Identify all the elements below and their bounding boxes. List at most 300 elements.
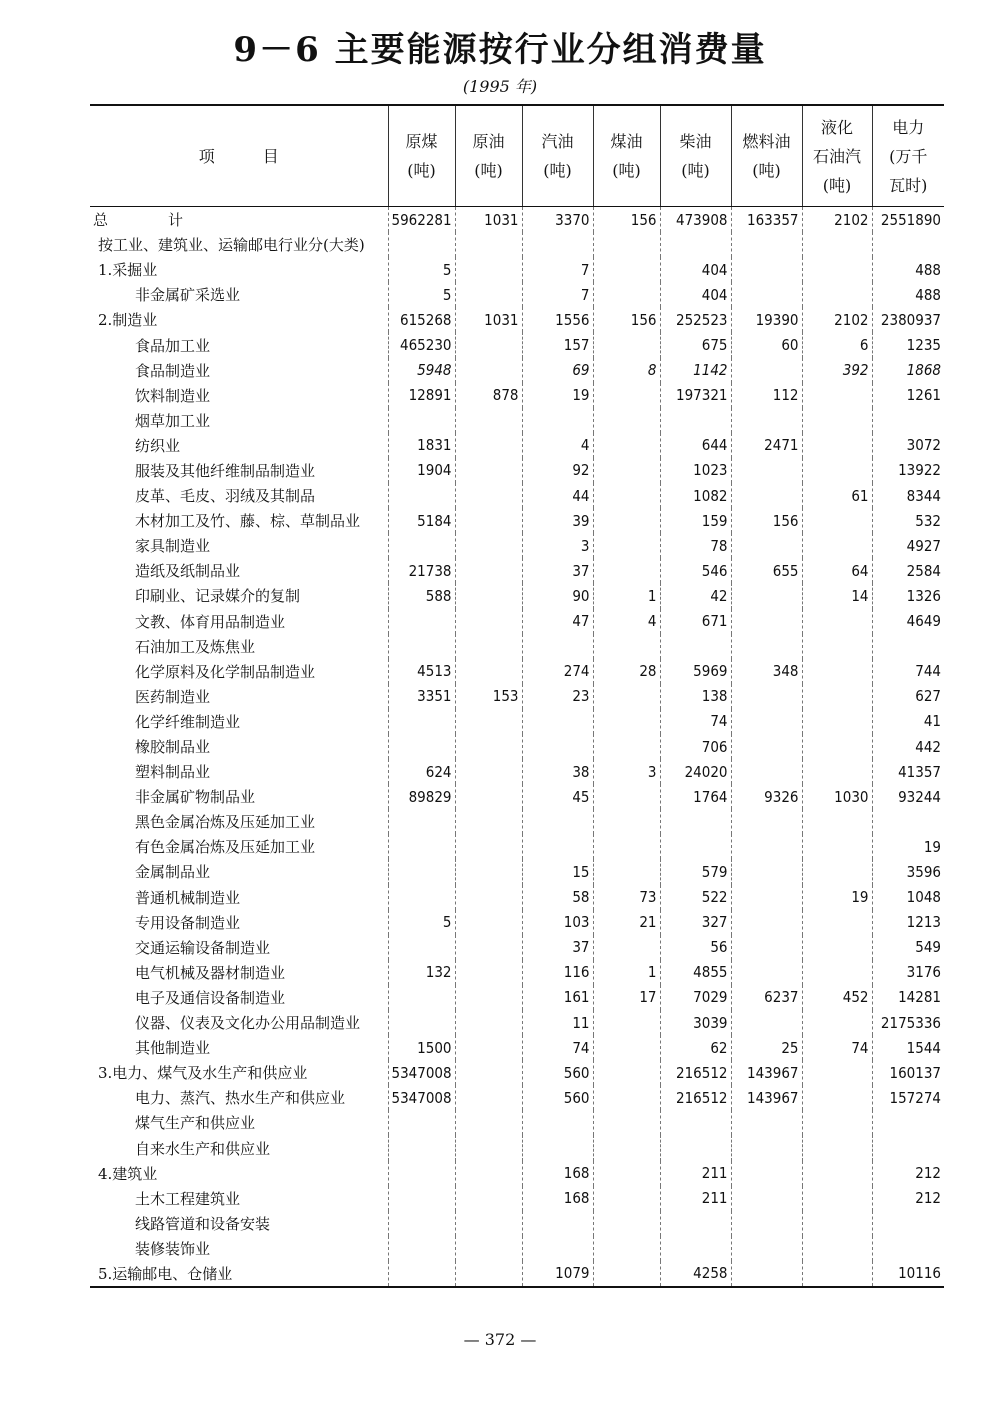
cell-value	[522, 1135, 593, 1160]
cell-value	[660, 232, 731, 257]
cell-value: 4649	[872, 609, 944, 634]
cell-value	[802, 634, 872, 659]
column-header-item-char: 目	[262, 146, 279, 166]
cell-value: 744	[872, 659, 944, 684]
table-row	[90, 734, 944, 759]
cell-value: 1082	[660, 483, 731, 508]
cell-value: 9326	[731, 784, 802, 809]
cell-value	[660, 634, 731, 659]
cell-value	[731, 709, 802, 734]
cell-value: 327	[660, 910, 731, 935]
cell-value: 1261	[872, 383, 944, 408]
cell-value: 7	[522, 282, 593, 307]
column-header-name: (万千	[889, 146, 928, 166]
column-header-unit: (吨)	[474, 161, 503, 180]
cell-value	[731, 809, 802, 834]
row-label: 非金属矿采选业	[135, 286, 241, 305]
cell-value: 4258	[660, 1261, 731, 1287]
cell-value: 532	[872, 508, 944, 533]
cell-value: 4855	[660, 960, 731, 985]
cell-value: 89829	[388, 784, 455, 809]
cell-value	[455, 759, 522, 784]
cell-value	[455, 784, 522, 809]
cell-value	[455, 508, 522, 533]
table-row	[90, 935, 944, 960]
cell-value	[802, 408, 872, 433]
cell-value: 156	[593, 207, 660, 233]
table-row	[90, 834, 944, 859]
cell-value	[731, 609, 802, 634]
cell-value: 41	[872, 709, 944, 734]
cell-value: 1	[593, 583, 660, 608]
cell-value: 706	[660, 734, 731, 759]
cell-value: 112	[731, 383, 802, 408]
cell-value	[388, 408, 455, 433]
cell-value	[872, 1135, 944, 1160]
cell-value: 56	[660, 935, 731, 960]
cell-value: 2102	[802, 207, 872, 233]
cell-value	[593, 408, 660, 433]
table-row	[90, 207, 944, 233]
table-row	[90, 1161, 944, 1186]
cell-value	[522, 734, 593, 759]
cell-value	[802, 734, 872, 759]
cell-value	[731, 1186, 802, 1211]
cell-value	[593, 834, 660, 859]
cell-value: 644	[660, 433, 731, 458]
cell-value: 153	[455, 684, 522, 709]
table-row	[90, 859, 944, 884]
cell-value: 1500	[388, 1035, 455, 1060]
table-row	[90, 659, 944, 684]
cell-value	[593, 257, 660, 282]
cell-value: 3596	[872, 859, 944, 884]
row-label: 1.采掘业	[98, 261, 158, 280]
column-header-fuel	[455, 105, 522, 207]
row-label: 塑料制品业	[135, 763, 211, 782]
cell-value: 3351	[388, 684, 455, 709]
cell-value: 168	[522, 1161, 593, 1186]
cell-value	[455, 583, 522, 608]
cell-value	[388, 609, 455, 634]
cell-value: 197321	[660, 383, 731, 408]
cell-value: 64	[802, 558, 872, 583]
table-row	[90, 558, 944, 583]
table-row	[90, 458, 944, 483]
cell-value: 4927	[872, 533, 944, 558]
row-label: 交通运输设备制造业	[135, 938, 271, 957]
cell-value	[455, 358, 522, 383]
row-label: 医药制造业	[135, 687, 211, 706]
table-row	[90, 1261, 944, 1287]
cell-value: 19	[872, 834, 944, 859]
table-row	[90, 1186, 944, 1211]
cell-value: 93244	[872, 784, 944, 809]
cell-value	[388, 985, 455, 1010]
cell-value	[455, 483, 522, 508]
cell-value: 5347008	[388, 1060, 455, 1085]
cell-value	[455, 1035, 522, 1060]
cell-value	[455, 1110, 522, 1135]
energy-consumption-table	[90, 104, 944, 1288]
cell-value: 19	[802, 885, 872, 910]
cell-value	[455, 809, 522, 834]
cell-value	[802, 433, 872, 458]
table-row	[90, 1085, 944, 1110]
cell-value	[731, 1236, 802, 1261]
cell-value	[522, 1236, 593, 1261]
cell-value: 17	[593, 985, 660, 1010]
cell-value	[731, 935, 802, 960]
row-label: 2.制造业	[98, 311, 158, 330]
row-label: 装修装饰业	[135, 1239, 211, 1258]
cell-value: 274	[522, 659, 593, 684]
cell-value: 23	[522, 684, 593, 709]
cell-value: 69	[522, 358, 593, 383]
cell-value: 5948	[388, 358, 455, 383]
cell-value: 588	[388, 583, 455, 608]
cell-value: 7	[522, 257, 593, 282]
page-number: — 372 —	[463, 1330, 537, 1349]
row-label: 3.电力、煤气及水生产和供应业	[98, 1064, 308, 1083]
column-header-name: 汽油	[541, 132, 574, 151]
cell-value: 211	[660, 1161, 731, 1186]
row-label: 煤气生产和供应业	[135, 1114, 256, 1133]
cell-value	[455, 1186, 522, 1211]
cell-value: 579	[660, 859, 731, 884]
cell-value: 6	[802, 332, 872, 357]
cell-value	[455, 1236, 522, 1261]
row-label: 食品加工业	[135, 336, 211, 355]
cell-value: 1235	[872, 332, 944, 357]
cell-value: 1	[593, 960, 660, 985]
cell-value	[660, 408, 731, 433]
cell-value	[802, 609, 872, 634]
cell-value: 1868	[872, 358, 944, 383]
cell-value	[455, 1161, 522, 1186]
column-header-fuel	[522, 105, 593, 207]
cell-value: 11	[522, 1010, 593, 1035]
cell-value	[522, 709, 593, 734]
cell-value: 1326	[872, 583, 944, 608]
cell-value: 1904	[388, 458, 455, 483]
cell-value	[802, 659, 872, 684]
cell-value	[593, 533, 660, 558]
table-row	[90, 257, 944, 282]
table-row	[90, 885, 944, 910]
row-label: 5.运输邮电、仓储业	[90, 1261, 388, 1287]
cell-value: 878	[455, 383, 522, 408]
cell-value: 44	[522, 483, 593, 508]
column-header-fuel	[593, 105, 660, 207]
table-row	[90, 533, 944, 558]
row-label: 化学纤维制造业	[135, 712, 241, 731]
cell-value: 74	[660, 709, 731, 734]
cell-value	[593, 232, 660, 257]
cell-value	[455, 332, 522, 357]
cell-value: 5	[388, 282, 455, 307]
cell-value	[731, 483, 802, 508]
cell-value: 14	[802, 583, 872, 608]
cell-value	[731, 1110, 802, 1135]
cell-value: 116	[522, 960, 593, 985]
cell-value: 74	[802, 1035, 872, 1060]
cell-value: 45	[522, 784, 593, 809]
cell-value	[388, 935, 455, 960]
cell-value	[872, 1110, 944, 1135]
cell-value: 8344	[872, 483, 944, 508]
cell-value: 5962281	[388, 207, 455, 233]
cell-value	[593, 1110, 660, 1135]
row-label: 4.建筑业	[98, 1164, 158, 1183]
cell-value: 3	[522, 533, 593, 558]
cell-value	[388, 1186, 455, 1211]
cell-value	[802, 759, 872, 784]
cell-value	[455, 734, 522, 759]
cell-value	[802, 1261, 872, 1287]
cell-value	[731, 1261, 802, 1287]
row-label: 纺织业	[135, 436, 181, 455]
cell-value	[872, 1236, 944, 1261]
column-header-name: 煤油	[610, 132, 643, 151]
cell-value	[802, 935, 872, 960]
cell-value	[872, 232, 944, 257]
cell-value	[593, 859, 660, 884]
cell-value	[731, 533, 802, 558]
cell-value	[593, 483, 660, 508]
cell-value	[455, 1085, 522, 1110]
table-row	[90, 232, 944, 257]
cell-value	[455, 1010, 522, 1035]
cell-value	[731, 834, 802, 859]
cell-value	[593, 1261, 660, 1287]
cell-value: 546	[660, 558, 731, 583]
cell-value	[731, 1161, 802, 1186]
cell-value: 2102	[802, 307, 872, 332]
table-row	[90, 1010, 944, 1035]
cell-value: 488	[872, 282, 944, 307]
cell-value	[522, 634, 593, 659]
cell-value	[455, 834, 522, 859]
cell-value	[388, 1010, 455, 1035]
cell-value: 78	[660, 533, 731, 558]
cell-value: 143967	[731, 1085, 802, 1110]
cell-value: 15	[522, 859, 593, 884]
cell-value: 2175336	[872, 1010, 944, 1035]
table-row	[90, 634, 944, 659]
cell-value: 5	[388, 257, 455, 282]
cell-value	[455, 634, 522, 659]
cell-value: 47	[522, 609, 593, 634]
table-row	[90, 684, 944, 709]
cell-value: 37	[522, 935, 593, 960]
row-label: 造纸及纸制品业	[135, 562, 241, 581]
cell-value	[455, 257, 522, 282]
cell-value	[593, 508, 660, 533]
cell-value: 2380937	[872, 307, 944, 332]
cell-value	[802, 834, 872, 859]
cell-value	[522, 232, 593, 257]
cell-value: 3370	[522, 207, 593, 233]
cell-value: 4	[522, 433, 593, 458]
cell-value	[455, 609, 522, 634]
cell-value	[731, 1211, 802, 1236]
row-label: 土木工程建筑业	[135, 1189, 241, 1208]
cell-value	[593, 1035, 660, 1060]
cell-value	[802, 1060, 872, 1085]
cell-value: 252523	[660, 307, 731, 332]
cell-value	[802, 533, 872, 558]
cell-value	[731, 910, 802, 935]
cell-value	[731, 458, 802, 483]
row-label: 普通机械制造业	[135, 888, 241, 907]
column-header-fuel	[660, 105, 731, 207]
cell-value: 8	[593, 358, 660, 383]
cell-value: 3039	[660, 1010, 731, 1035]
row-label: 食品制造业	[135, 361, 211, 380]
table-row	[90, 307, 944, 332]
cell-value: 404	[660, 282, 731, 307]
column-header-fuel	[388, 105, 455, 207]
cell-value: 549	[872, 935, 944, 960]
cell-value	[802, 1186, 872, 1211]
page-title: 9－6 主要能源按行业分组消费量	[233, 30, 767, 70]
row-label: 电子及通信设备制造业	[135, 988, 286, 1007]
cell-value	[593, 383, 660, 408]
cell-value	[455, 859, 522, 884]
cell-value	[522, 834, 593, 859]
table-header-row	[90, 105, 944, 207]
column-header-fuel	[872, 105, 944, 207]
cell-value: 5	[388, 910, 455, 935]
row-label: 电力、蒸汽、热水生产和供应业	[135, 1089, 346, 1108]
cell-value	[802, 960, 872, 985]
cell-value	[802, 1161, 872, 1186]
row-label: 服装及其他纤维制品制造业	[135, 461, 316, 480]
cell-value	[872, 634, 944, 659]
cell-value: 168	[522, 1186, 593, 1211]
cell-value	[802, 1110, 872, 1135]
table-body	[90, 207, 944, 1288]
cell-value	[872, 1211, 944, 1236]
cell-value: 2471	[731, 433, 802, 458]
cell-value: 60	[731, 332, 802, 357]
row-label: 烟草加工业	[135, 411, 211, 430]
table-row	[90, 433, 944, 458]
column-header-name: 液化	[820, 117, 853, 137]
column-header-item-char: 项	[198, 146, 215, 166]
cell-value	[455, 232, 522, 257]
cell-value: 404	[660, 257, 731, 282]
cell-value: 13922	[872, 458, 944, 483]
row-label: 专用设备制造业	[135, 913, 241, 932]
cell-value	[593, 433, 660, 458]
cell-value	[802, 458, 872, 483]
cell-value: 19390	[731, 307, 802, 332]
cell-value	[388, 483, 455, 508]
row-label: 印刷业、记录媒介的复制	[135, 587, 301, 606]
table-row	[90, 358, 944, 383]
cell-value: 452	[802, 985, 872, 1010]
table-row	[90, 383, 944, 408]
row-label-part: 计	[168, 211, 184, 230]
table-row	[90, 508, 944, 533]
column-header-fuel	[731, 105, 802, 207]
cell-value: 3176	[872, 960, 944, 985]
cell-value: 39	[522, 508, 593, 533]
cell-value	[731, 684, 802, 709]
cell-value: 348	[731, 659, 802, 684]
table-row	[90, 282, 944, 307]
table-row	[90, 1110, 944, 1135]
row-label: 线路管道和设备安装	[135, 1214, 271, 1233]
cell-value: 28	[593, 659, 660, 684]
cell-value	[802, 859, 872, 884]
cell-value	[455, 458, 522, 483]
cell-value: 560	[522, 1060, 593, 1085]
cell-value: 442	[872, 734, 944, 759]
cell-value: 25	[731, 1035, 802, 1060]
column-header-name: 原油	[472, 132, 505, 151]
cell-value: 156	[731, 508, 802, 533]
cell-value	[802, 684, 872, 709]
column-header-unit: (吨)	[681, 161, 710, 180]
row-label: 石油加工及炼焦业	[135, 637, 256, 656]
cell-value	[593, 1135, 660, 1160]
cell-value: 488	[872, 257, 944, 282]
cell-value: 12891	[388, 383, 455, 408]
table-row	[90, 1236, 944, 1261]
cell-value	[388, 1211, 455, 1236]
cell-value	[802, 709, 872, 734]
cell-value	[593, 1060, 660, 1085]
cell-value	[802, 1236, 872, 1261]
column-header-item	[90, 105, 388, 207]
cell-value: 2551890	[872, 207, 944, 233]
cell-value	[593, 458, 660, 483]
cell-value	[872, 408, 944, 433]
cell-value	[522, 1211, 593, 1236]
cell-value	[731, 734, 802, 759]
column-header-unit: (吨)	[407, 161, 436, 180]
cell-value: 58	[522, 885, 593, 910]
table-row	[90, 985, 944, 1010]
cell-value: 1031	[455, 307, 522, 332]
cell-value	[455, 558, 522, 583]
cell-value	[802, 910, 872, 935]
cell-value: 1031	[455, 207, 522, 233]
cell-value: 157274	[872, 1085, 944, 1110]
cell-value	[455, 1261, 522, 1287]
cell-value: 21738	[388, 558, 455, 583]
cell-value	[455, 1135, 522, 1160]
table-row	[90, 1035, 944, 1060]
column-header-unit: (吨)	[752, 161, 781, 180]
cell-value	[593, 634, 660, 659]
cell-value: 24020	[660, 759, 731, 784]
table-row	[90, 960, 944, 985]
column-header-name: 柴油	[679, 132, 712, 151]
table-row	[90, 483, 944, 508]
cell-value: 1213	[872, 910, 944, 935]
cell-value	[660, 1110, 731, 1135]
cell-value: 38	[522, 759, 593, 784]
cell-value: 143967	[731, 1060, 802, 1085]
column-header-name: 原煤	[405, 132, 438, 151]
cell-value: 211	[660, 1186, 731, 1211]
cell-value	[593, 1236, 660, 1261]
cell-value	[522, 408, 593, 433]
